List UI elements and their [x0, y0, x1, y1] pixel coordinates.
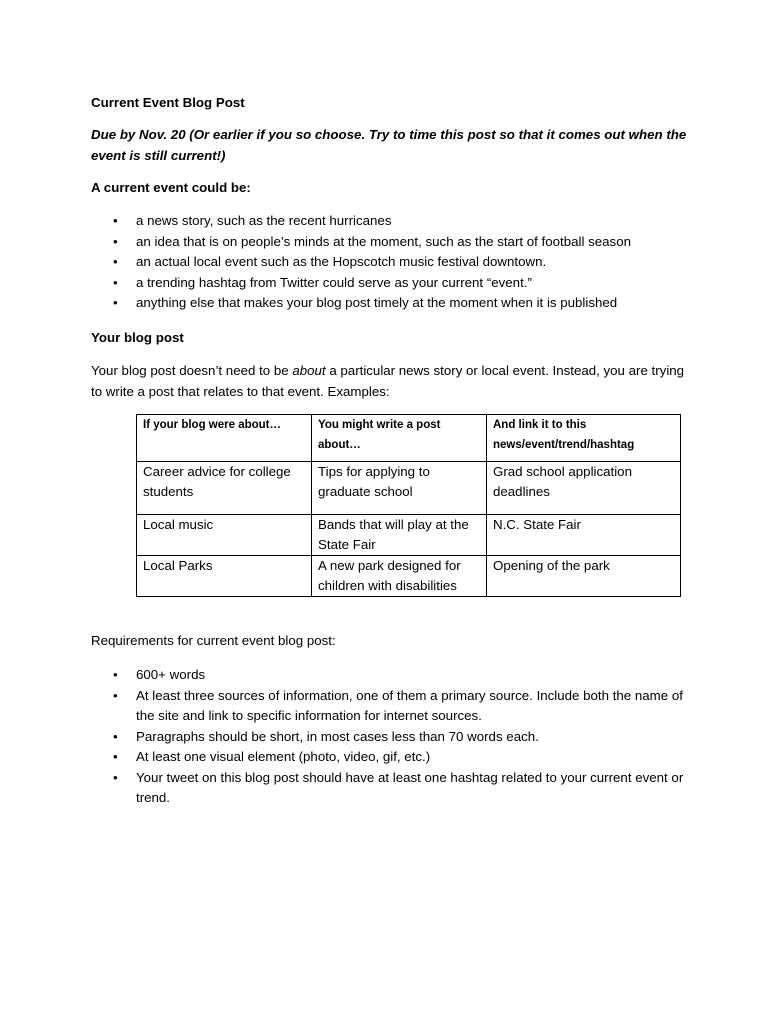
bullet-icon: •	[113, 687, 118, 703]
requirements-heading: Requirements for current event blog post:	[91, 633, 336, 648]
bullet-icon: •	[113, 233, 118, 249]
bullet-icon: •	[113, 667, 118, 682]
table-cell: Grad school application deadlines	[487, 462, 681, 515]
column-header: If your blog were about…	[137, 415, 312, 462]
event-list	[91, 211, 691, 314]
bullet-icon: •	[113, 274, 118, 290]
list-item: • Your tweet on this blog post should have at least one hashtag related to your current event or trend.	[113, 769, 684, 805]
bullet-icon: •	[113, 749, 118, 764]
document-title: Current Event Blog Post	[91, 95, 245, 110]
event-heading: A current event could be:	[91, 180, 251, 195]
blog-paragraph: Your blog post doesn’t need to be about a particular news story or local event. Instead, you are trying to write a post that relates to that event. Examples:	[91, 363, 685, 399]
table-cell: Career advice for college students	[137, 462, 312, 515]
list-item: • anything else that makes your blog post timely at the moment when it is published	[91, 293, 691, 314]
table-cell: Tips for applying to graduate school	[312, 462, 487, 515]
requirements-list	[91, 665, 691, 809]
bullet-icon: •	[113, 213, 118, 228]
table-row	[137, 462, 681, 515]
bullet-icon: •	[113, 295, 118, 310]
column-header: And link it to this news/event/trend/hashtag	[487, 415, 681, 462]
table-cell: Bands that will play at the State Fair	[312, 515, 487, 556]
table-row	[137, 515, 681, 556]
bullet-icon: •	[113, 254, 118, 269]
table-cell: N.C. State Fair	[487, 515, 681, 556]
table-cell: Opening of the park	[487, 556, 681, 597]
bullet-icon: •	[113, 769, 118, 785]
list-item: • a news story, such as the recent hurricanes	[91, 211, 691, 232]
list-item: • Paragraphs should be short, in most cases less than 70 words each.	[91, 727, 691, 748]
table-header-row	[137, 415, 681, 462]
list-item: • an actual local event such as the Hopscotch music festival downtown.	[91, 252, 691, 273]
table-cell: Local Parks	[137, 556, 312, 597]
table-cell: Local music	[137, 515, 312, 556]
table-cell: A new park designed for children with disabilities	[312, 556, 487, 597]
examples-table	[136, 414, 681, 597]
list-item: • a trending hashtag from Twitter could serve as your current “event.”	[91, 273, 691, 294]
list-item: • At least one visual element (photo, video, gif, etc.)	[91, 747, 691, 768]
due-date-note: Due by Nov. 20 (Or earlier if you so choose. Try to time this post so that it comes out when the event is still current!)	[91, 127, 687, 163]
blog-heading: Your blog post	[91, 330, 184, 345]
list-item: • At least three sources of information, one of them a primary source. Include both the name of the site and link to specific information for internet sources.	[113, 687, 683, 723]
table-row	[137, 556, 681, 597]
column-header: You might write a post about…	[312, 415, 487, 462]
bullet-icon: •	[113, 728, 118, 744]
list-item: • an idea that is on people’s minds at the moment, such as the start of football season	[91, 232, 691, 253]
list-item: • 600+ words	[91, 665, 691, 686]
